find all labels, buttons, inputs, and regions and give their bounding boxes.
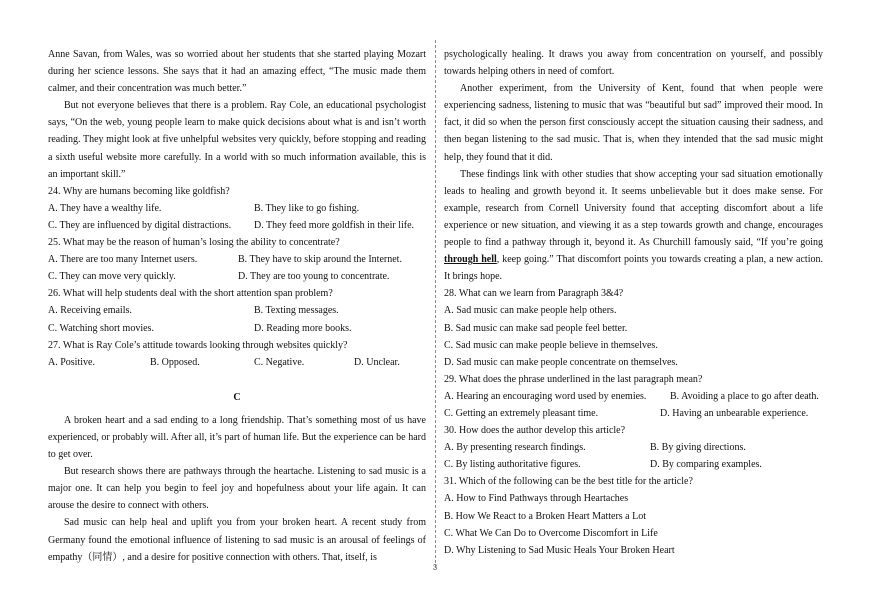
option-26a[interactable]: A. Receiving emails.	[48, 305, 132, 317]
column-divider	[435, 40, 436, 568]
option-29b[interactable]: B. Avoiding a place to go after death.	[670, 390, 819, 402]
question-30-options-row2	[444, 456, 823, 473]
option-30a[interactable]: A. By presenting research findings.	[444, 442, 586, 454]
option-25b[interactable]: B. They have to skip around the Internet.	[238, 254, 402, 266]
option-31d[interactable]: D. Why Listening to Sad Music Heals Your Broken Heart	[444, 544, 675, 556]
option-24c[interactable]: C. They are influenced by digital distractions.	[48, 219, 232, 231]
question-29-stem: 29. What does the phrase underlined in the last paragraph mean?	[444, 373, 703, 385]
option-26b[interactable]: B. Texting messages.	[254, 305, 339, 317]
paragraph-findings	[444, 166, 823, 286]
option-28b[interactable]: B. Sad music can make sad people feel better.	[444, 322, 628, 334]
option-26c[interactable]: C. Watching short movies.	[48, 322, 154, 334]
question-24-options-row2	[48, 217, 426, 234]
paragraph-c2: But research shows there are pathways through the heartache. Listening to sad music is a major one. It can help you begin to feel joy and hopefulness about your life again. It can arouse the desire to connect with others.	[48, 466, 426, 512]
option-30b[interactable]: B. By giving directions.	[650, 442, 746, 454]
paragraph-kent: Another experiment, from the University of Kent, found that when people were experiencing sadness, listening to music that was “beautiful but sad” improved their mood. In fact, it did so when the person first consciously accept the situation causing their sadness, and then began listening to the sad music. That is, when they intended that the sad music might help, they found that it did.	[444, 83, 823, 163]
section-heading-c: C	[233, 391, 241, 403]
option-27c[interactable]: C. Negative.	[254, 356, 305, 368]
question-26-options-row2	[48, 320, 426, 337]
page-number: 3	[432, 563, 438, 572]
question-24-options-row1	[48, 200, 426, 217]
option-29c[interactable]: C. Getting an extremely pleasant time.	[444, 407, 599, 419]
option-30d[interactable]: D. By comparing examples.	[650, 459, 762, 471]
question-24-stem: 24. Why are humans becoming like goldfish?	[48, 185, 230, 197]
question-29-options-row1	[444, 388, 823, 405]
option-29a[interactable]: A. Hearing an encouraging word used by enemies.	[444, 390, 647, 402]
question-29-options-row2	[444, 405, 823, 422]
option-28a[interactable]: A. Sad music can make people help others.	[444, 305, 617, 317]
question-25-options-row1	[48, 251, 426, 268]
left-column	[48, 46, 426, 566]
option-30c[interactable]: C. By listing authoritative figures.	[444, 459, 581, 471]
paragraph-findings-part2: , keep going.” That discomfort points you towards creating a plan, a new action. It brings hope.	[444, 254, 823, 283]
option-26d[interactable]: D. Reading more books.	[254, 322, 352, 334]
option-31a[interactable]: A. How to Find Pathways through Heartaches	[444, 493, 629, 505]
option-28c[interactable]: C. Sad music can make people believe in themselves.	[444, 339, 658, 351]
paragraph-ray-cole: But not everyone believes that there is a problem. Ray Cole, an educational psychologist says, “On the web, young people learn to make quick decisions about what is and isn’t worth reading. They might look at five unhelpful websites very quickly, before stopping and reading a sixth useful website more carefully. In a world with so much information available, this is an important skill.”	[48, 100, 426, 180]
paragraph-findings-part1: These findings link with other studies that show accepting your sad situation emotionally leads to healing and growth beyond it. It seems unbelievable but it does make sense. For example, research from Cornell University found that accepting discomfort about a life experience or new situation, and viewing it as a step towards growth and change, encourages people to find a pathway through it, beyond it. As Churchill famously said, “If you’re going	[444, 168, 823, 249]
paragraph-anne-savan: Anne Savan, from Wales, was so worried about her students that she started playing Mozart during her science lessons. She says that it had an amazing effect, “The music made them calmer, and their concentration was much better.”	[48, 49, 426, 95]
right-column	[444, 46, 823, 559]
question-27-stem: 27. What is Ray Cole’s attitude towards looking through websites quickly?	[48, 339, 348, 351]
option-24b[interactable]: B. They like to go fishing.	[254, 202, 360, 214]
paragraph-c3: Sad music can help heal and uplift you from your broken heart. A recent study from Germany found the emotional influence of listening to sad music is an arousal of feelings of empathy（同情）, and a desire for positive connection with others. That, itself, is	[48, 517, 426, 563]
paragraph-healing: psychologically healing. It draws you away from concentration on yourself, and possibly towards helping others in need of comfort.	[444, 49, 823, 78]
question-26-options-row1	[48, 302, 426, 319]
option-29d[interactable]: D. Having an unbearable experience.	[660, 407, 809, 419]
option-31b[interactable]: B. How We React to a Broken Heart Matters a Lot	[444, 510, 647, 522]
option-25d[interactable]: D. They are too young to concentrate.	[238, 271, 390, 283]
option-24d[interactable]: D. They feed more goldfish in their life.	[254, 219, 415, 231]
underlined-phrase: through hell	[444, 254, 497, 266]
paragraph-c1: A broken heart and a sad ending to a long friendship. That’s something most of us have experienced, or probably will. After all, it’s part of human life. But the experience can be hard to get over.	[48, 414, 426, 461]
question-27-options	[48, 354, 426, 371]
option-28d[interactable]: D. Sad music can make people concentrate on themselves.	[444, 356, 678, 368]
question-30-options-row1	[444, 439, 823, 456]
question-30-stem: 30. How does the author develop this article?	[444, 425, 626, 437]
question-31-stem: 31. Which of the following can be the best title for the article?	[444, 476, 693, 488]
question-25-stem: 25. What may be the reason of human’s losing the ability to concentrate?	[48, 237, 340, 249]
option-27b[interactable]: B. Opposed.	[150, 356, 200, 368]
option-25a[interactable]: A. There are too many Internet users.	[48, 254, 198, 266]
option-27d[interactable]: D. Unclear.	[354, 356, 400, 368]
question-25-options-row2	[48, 268, 426, 285]
option-25c[interactable]: C. They can move very quickly.	[48, 271, 176, 283]
question-28-stem: 28. What can we learn from Paragraph 3&4?	[444, 288, 624, 300]
question-26-stem: 26. What will help students deal with the short attention span problem?	[48, 288, 333, 300]
option-31c[interactable]: C. What We Can Do to Overcome Discomfort in Life	[444, 527, 658, 539]
option-27a[interactable]: A. Positive.	[48, 356, 95, 368]
option-24a[interactable]: A. They have a wealthy life.	[48, 202, 162, 214]
